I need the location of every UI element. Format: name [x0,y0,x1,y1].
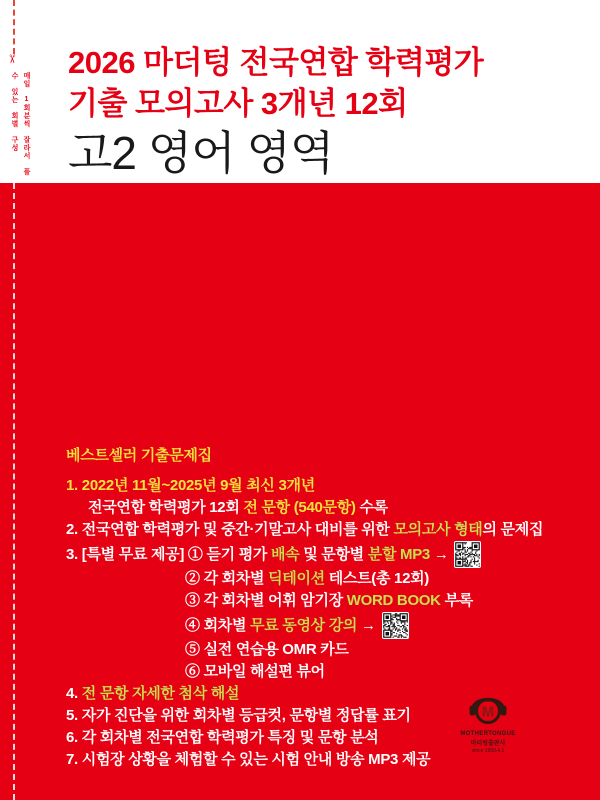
scissors-icon: ✂ [5,53,20,65]
feature-text-segment: ③ 각 회차별 어휘 암기장 [185,592,347,609]
feature-text-segment: ② 각 회차별 [185,570,269,587]
feature-text-segment: 테스트(총 12회) [324,570,430,587]
series-title-line2: 기출 모의고사 3개년 12회 [68,86,408,121]
cover-header [68,42,483,179]
feature-text-segment: 4. [66,685,82,702]
feature-text-segment: 전 문항 자세한 첨삭 해설 [81,685,240,702]
perforation-dashed-line-top [13,0,15,54]
feature-text-segment: 및 문항별 [299,546,368,563]
feature-text-segment: 5. 자가 진단을 위한 회차별 등급컷, 문항별 정답률 표기 [66,707,411,724]
feature-text-segment: 전국연합 학력평가 12회 [88,499,244,516]
logo-publisher-name: 마더텅출판사 [470,741,506,747]
feature-line [66,519,591,541]
feature-text-segment: 수록 [355,499,388,516]
spine-tagline: 매일 1회분씩 잘라서 풀 수 있는 회별 구성 [11,72,30,176]
feature-text-segment: ⑤ 실전 연습용 OMR 카드 [185,641,349,658]
publisher-logo [452,692,524,754]
qr-code-icon [454,541,481,568]
mothertongue-headphones-icon [466,692,510,726]
qr-code-icon [382,612,409,639]
feature-text-segment: 무료 동영상 강의 [250,617,358,634]
feature-text-segment: 딕테이션 [268,570,325,587]
feature-line [66,661,591,683]
feature-text-segment: 모의고사 형태 [393,521,483,538]
feature-line [66,612,591,639]
feature-text-segment: → [429,546,453,563]
feature-line [66,590,591,612]
logo-monogram: M [481,703,495,721]
logo-since-text: since 1999.4.1 [471,748,505,754]
feature-text-segment: ⑥ 모바일 해설편 뷰어 [185,663,325,680]
feature-text-segment: 7. 시험장 상황을 체험할 수 있는 시험 안내 방송 MP3 제공 [66,751,431,768]
feature-text-segment: 배속 [270,546,300,563]
feature-line [66,639,591,661]
feature-line [66,568,591,590]
feature-text-segment: 전 문항 (540문항) [243,499,356,516]
subject-title: 고2 영어 영역 [68,127,334,179]
feature-text-segment: → [357,617,380,634]
feature-text-segment: 의 문제집 [482,521,544,538]
feature-line [66,475,591,497]
perforation-dashed-line-bottom [13,183,15,800]
feature-line [66,541,591,568]
feature-text-segment: 2. 전국연합 학력평가 및 중간·기말고사 대비를 위한 [66,521,394,538]
feature-text-segment: 부록 [440,592,473,609]
feature-text-segment: 1. 2022년 11월~2025년 9월 최신 3개년 [66,477,315,494]
logo-brand-name: MOTHERTONGUE [460,731,516,737]
bestseller-badge: 베스트셀러 기출문제집 [66,447,212,464]
feature-text-segment: ④ 회차별 [185,617,251,634]
feature-text-segment: WORD BOOK [346,592,441,609]
feature-text-segment: 6. 각 회차별 전국연합 학력평가 특징 및 문항 분석 [66,729,379,746]
feature-line [66,497,591,519]
feature-text-segment: 3. [특별 무료 제공] ① 듣기 평가 [66,546,271,563]
series-title-line1: 2026 마더텅 전국연합 학력평가 [68,45,484,80]
feature-text-segment: 분할 MP3 [367,546,430,563]
